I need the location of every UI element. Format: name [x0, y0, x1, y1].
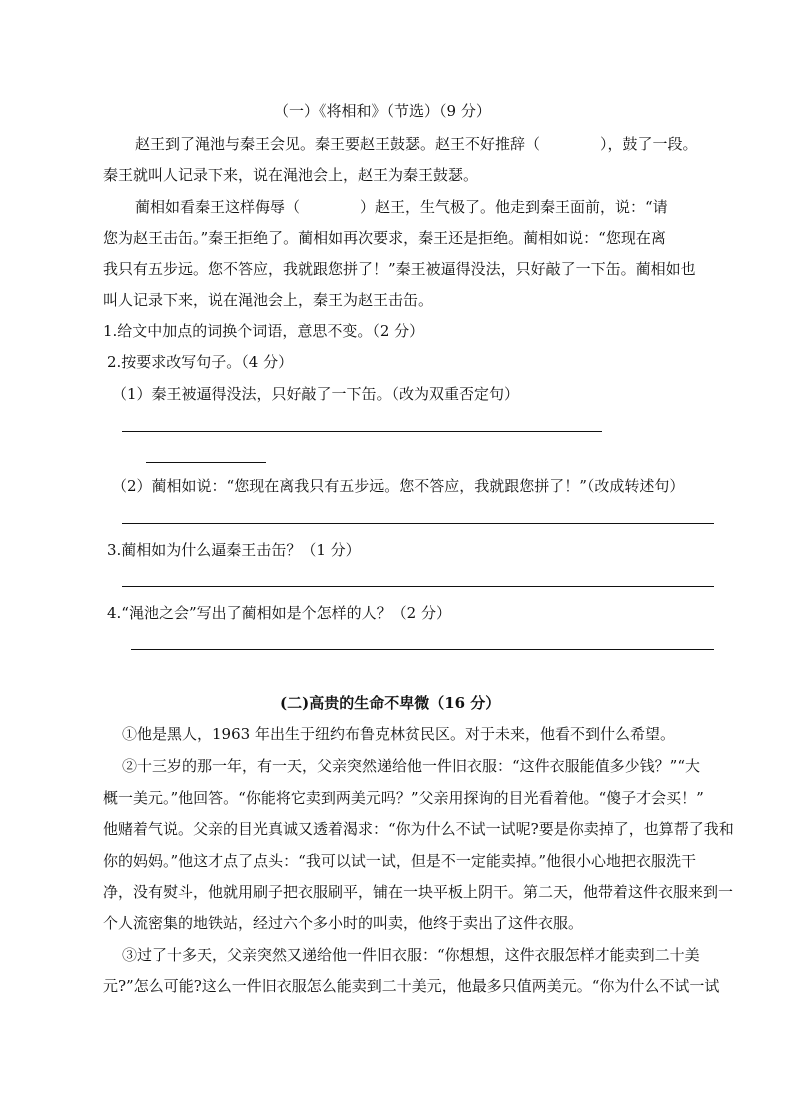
passage-line: 我只有五步远。您不答应，我就跟您拼了！”秦王被逼得没法，只好敲了一下缶。蔺相如也	[103, 260, 696, 278]
answer-line[interactable]	[122, 586, 714, 587]
passage-line: 元?”怎么可能?这么一件旧衣服怎么能卖到二十美元，他最多只值两美元。“你为什么不试一试	[103, 977, 720, 995]
answer-line[interactable]	[146, 462, 266, 463]
section2-title: (二)高贵的生命不卑微（16 分）	[280, 694, 501, 712]
section1-title: （一）《将相和》（节选）（9 分）	[274, 102, 491, 120]
passage-line: 赵王到了渑池与秦王会见。秦王要赵王鼓瑟。赵王不好推辞（ ），鼓了一段。	[135, 135, 698, 153]
question-2-1: （1）秦王被逼得没法，只好敲了一下缶。（改为双重否定句）	[112, 385, 520, 403]
passage-line: 叫人记录下来，说在渑池会上，秦王为赵王击缶。	[103, 291, 434, 309]
question-4: 4.“渑池之会”写出了蔺相如是个怎样的人？（2 分）	[107, 604, 451, 622]
answer-line[interactable]	[131, 649, 714, 650]
question-2: 2.按要求改写句子。（4 分）	[107, 353, 294, 371]
passage-line: ①他是黑人，1963 年出生于纽约布鲁克林贫民区。对于未来，他看不到什么希望。	[122, 725, 675, 743]
question-1: 1.给文中加点的词换个词语，意思不变。（2 分）	[103, 322, 425, 340]
passage-line: 你的妈妈。”他这才点了点头：“我可以试一试，但是不一定能卖掉。”他很小心地把衣服洗干	[103, 852, 697, 870]
answer-line[interactable]	[122, 431, 602, 432]
question-2-2: （2）蔺相如说：“您现在离我只有五步远。您不答应，我就跟您拼了！”（改成转述句）	[112, 477, 685, 495]
passage-line: 您为赵王击缶。”秦王拒绝了。蔺相如再次要求，秦王还是拒绝。蔺相如说：“您现在离	[103, 229, 666, 247]
passage-line: 个人流密集的地铁站，经过六个多小时的叫卖，他终于卖出了这件衣服。	[103, 914, 584, 932]
passage-line: 他赌着气说。父亲的目光真诚又透着渴求：“你为什么不试一试呢?要是你卖掉了，也算帮了我和	[103, 820, 734, 838]
passage-line: ②十三岁的那一年，有一天，父亲突然递给他一件旧衣服：“这件衣服能值多少钱？”“大	[122, 757, 701, 775]
answer-line[interactable]	[122, 523, 714, 524]
passage-line: 净，没有熨斗，他就用刷子把衣服刷平，铺在一块平板上阴干。第二天，他带着这件衣服来到一	[103, 883, 734, 901]
passage-line: ③过了十多天，父亲突然又递给他一件旧衣服：“你想想，这件衣服怎样才能卖到二十美	[122, 946, 700, 964]
passage-line: 秦王就叫人记录下来，说在渑池会上，赵王为秦王鼓瑟。	[103, 166, 479, 184]
passage-line: 蔺相如看秦王这样侮辱（ ）赵王，生气极了。他走到秦王面前，说：“请	[135, 198, 668, 216]
question-3: 3.蔺相如为什么逼秦王击缶？（1 分）	[107, 541, 361, 559]
passage-line: 概一美元。”他回答。“你能将它卖到两美元吗？”父亲用探询的目光看着他。“傻子才会买！”	[103, 789, 704, 807]
